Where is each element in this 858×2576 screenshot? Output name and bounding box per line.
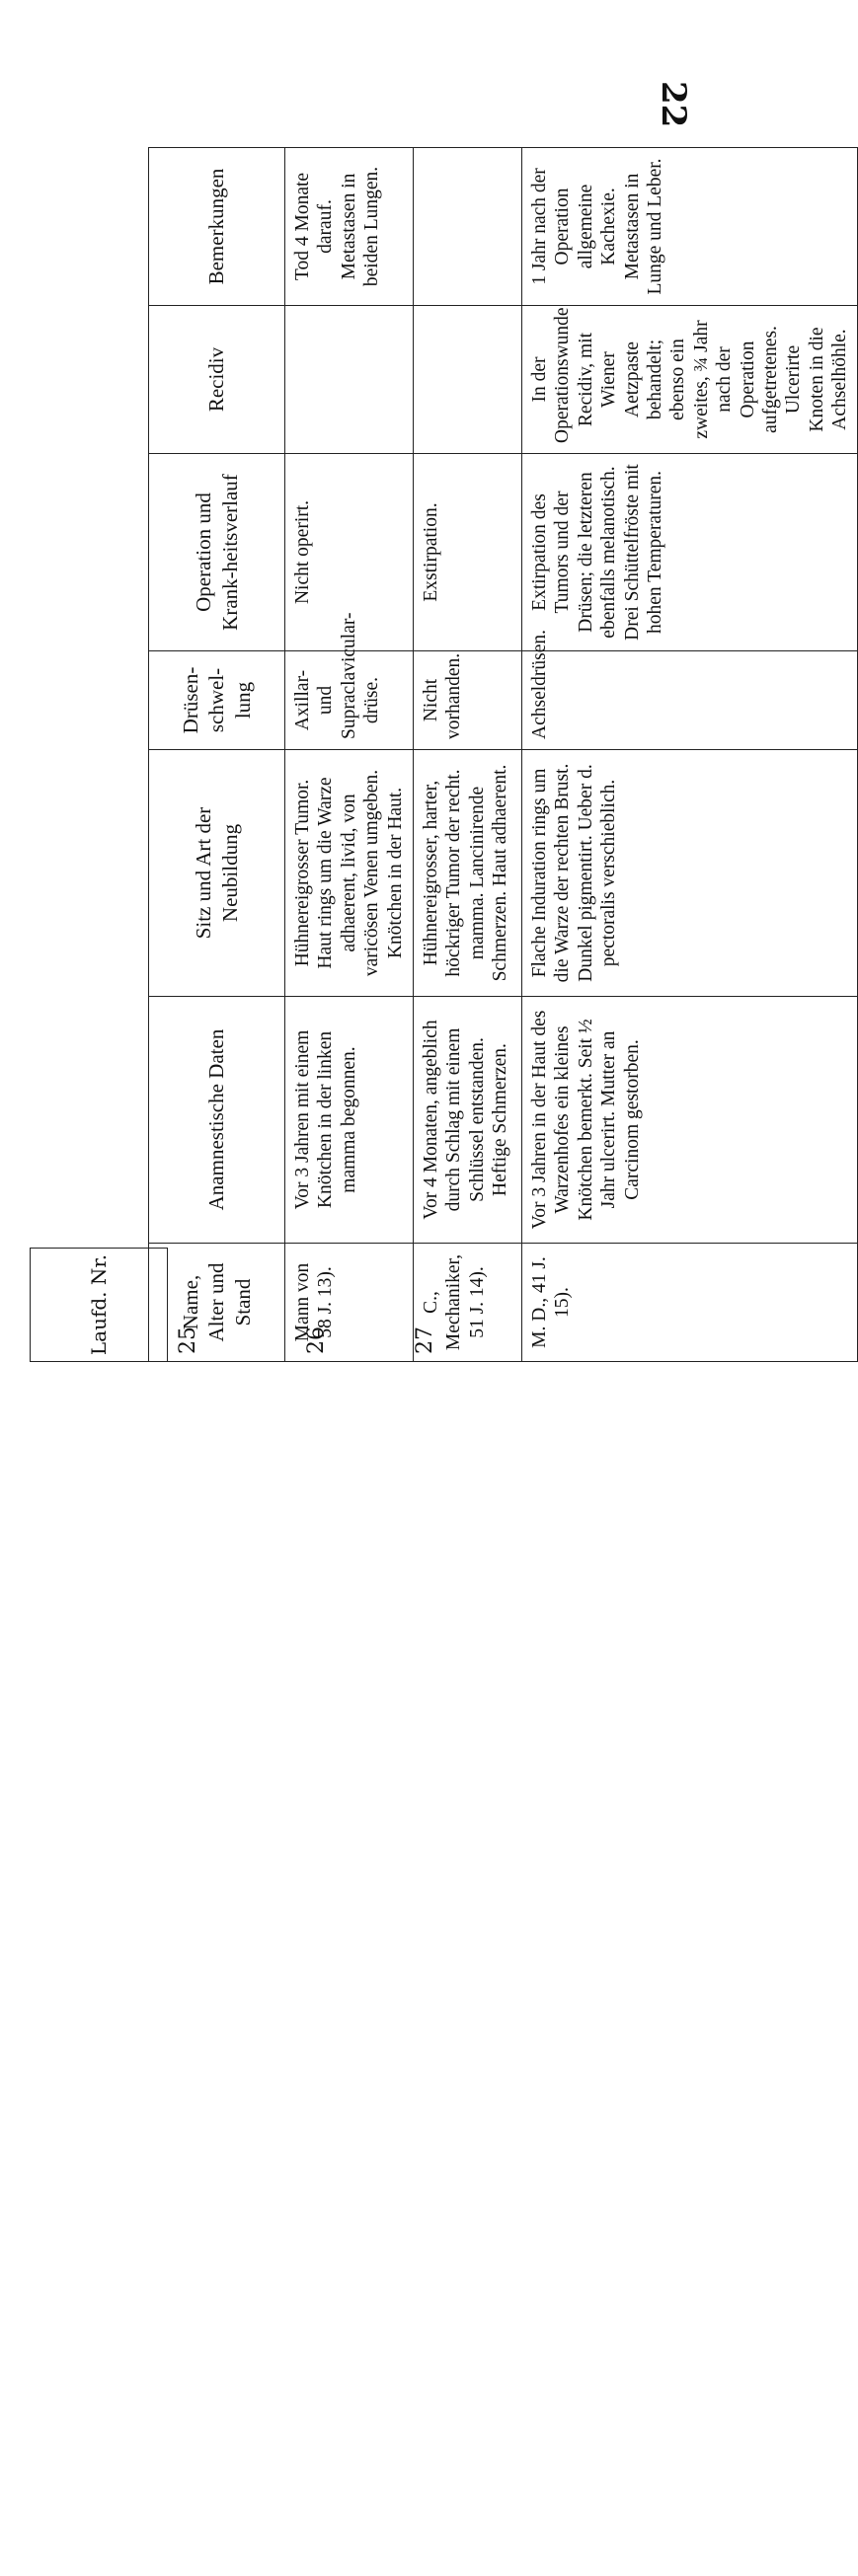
table-header-row bbox=[149, 148, 285, 1362]
rotated-table-container bbox=[148, 148, 851, 1362]
cell-bemerkungen: Tod 4 Monate darauf. Metastasen in beiden Lungen. bbox=[285, 148, 414, 306]
cell-operation: Exstirpation. bbox=[414, 454, 522, 651]
header-druesen: Drüsen-schwel-lung bbox=[149, 651, 285, 750]
cell-sitz: Hühnereigrosser, harter, höckriger Tumor der recht. mamma. Lancinirende Schmerzen. Haut adhaerent. bbox=[414, 750, 522, 997]
table-row bbox=[414, 148, 522, 1362]
cell-anamnese: Vor 3 Jahren in der Haut des Warzenhofes ein kleines Knötchen bemerkt. Seit ½ Jahr ulcerirt. Mutter an Carcinom gestorben. bbox=[522, 997, 858, 1244]
header-bemerkungen: Bemerkungen bbox=[149, 148, 285, 306]
row-number: 27 bbox=[413, 1326, 437, 1354]
cell-sitz: Flache Induration rings um die Warze der rechten Brust. Dunkel pigmentirt. Ueber d. pectoralis verschieblich. bbox=[522, 750, 858, 997]
header-name: Name, Alter und Stand bbox=[149, 1244, 285, 1362]
page-number: 22 bbox=[654, 81, 693, 128]
cell-druesen: Axillar- und Supraclavicular-drüse. bbox=[285, 651, 414, 750]
cell-druesen: Nicht vorhanden. bbox=[414, 651, 522, 750]
case-table bbox=[148, 147, 858, 1362]
cell-name: Mann von 58 J. 13). bbox=[285, 1244, 414, 1362]
cell-recidiv: In der Operationswunde Recidiv, mit Wiener Aetzpaste behandelt; ebenso ein zweites, ¾ Jahr nach der Operation aufgetretenes. Ulcerirte Knoten in die Achselhöhle. bbox=[522, 306, 858, 454]
rownum-column bbox=[30, 1248, 681, 1362]
cell-name: C., Mechaniker, 51 J. 14). bbox=[414, 1244, 522, 1362]
cell-recidiv bbox=[285, 306, 414, 454]
cell-sitz: Hühnereigrosser Tumor. Haut rings um die Warze adhaerent, livid, von varicösen Venen umgeben. Knötchen in der Haut. bbox=[285, 750, 414, 997]
table-row bbox=[522, 148, 858, 1362]
cell-operation: Nicht operirt. bbox=[285, 454, 414, 651]
table-row bbox=[285, 148, 414, 1362]
header-operation: Operation und Krank-heitsverlauf bbox=[149, 454, 285, 651]
header-nr: Laufd. Nr. bbox=[30, 1248, 168, 1362]
cell-name: M. D., 41 J. 15). bbox=[522, 1244, 858, 1362]
header-recidiv: Recidiv bbox=[149, 306, 285, 454]
cell-anamnese: Vor 3 Jahren mit einem Knötchen in der linken mamma begonnen. bbox=[285, 997, 414, 1244]
cell-anamnese: Vor 4 Monaten, angeblich durch Schlag mit einem Schlüssel entstanden. Heftige Schmerzen. bbox=[414, 997, 522, 1244]
cell-bemerkungen: 1 Jahr nach der Operation allgemeine Kachexie. Metastasen in Lunge und Leber. bbox=[522, 148, 858, 306]
header-anamnese: Anamnestische Daten bbox=[149, 997, 285, 1244]
cell-bemerkungen bbox=[414, 148, 522, 306]
cell-druesen: Achseldrüsen. bbox=[522, 651, 858, 750]
cell-recidiv bbox=[414, 306, 522, 454]
row-number: 25 bbox=[176, 1326, 200, 1354]
row-number: 26 bbox=[304, 1326, 329, 1354]
rownum-strip bbox=[30, 2507, 681, 2576]
cell-operation: Extirpation des Tumors und der Drüsen; die letzteren ebenfalls melanotisch. Drei Schüttelfröste mit hohen Temperaturen. bbox=[522, 454, 858, 651]
header-sitz: Sitz und Art der Neubildung bbox=[149, 750, 285, 997]
